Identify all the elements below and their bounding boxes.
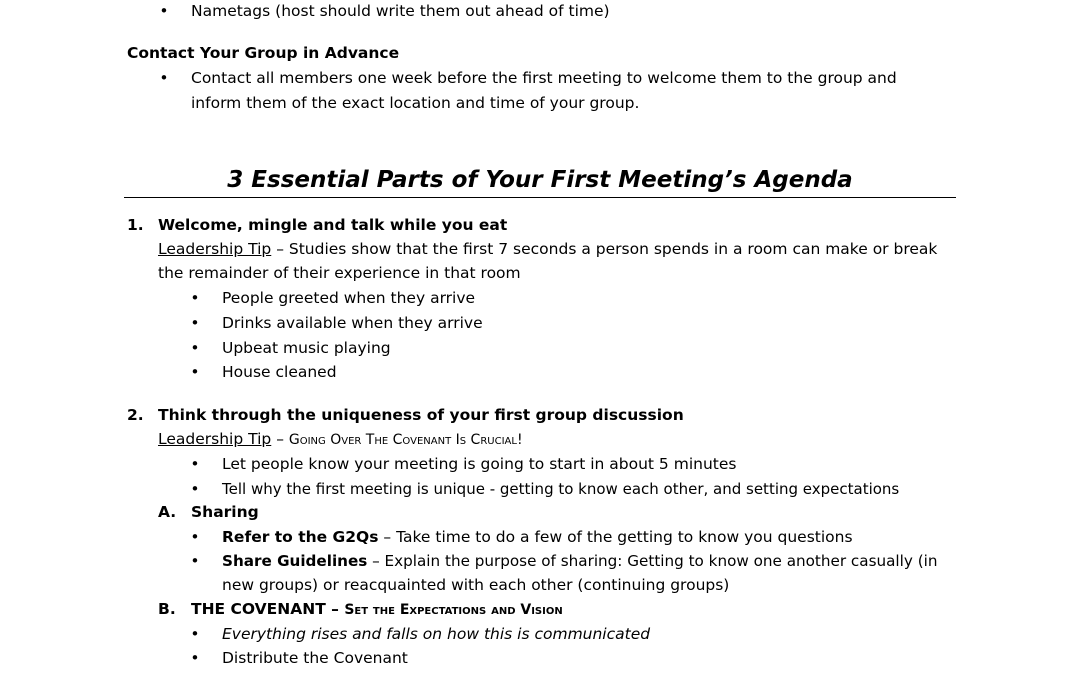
list-item: Everything rises and falls on how this is communicated: [222, 625, 651, 643]
list-item: House cleaned: [222, 363, 337, 381]
item1-tip: [158, 239, 937, 259]
sectionA-heading: Sharing: [191, 503, 259, 521]
share-guidelines-line2: new groups) or reacquainted with each other (continuing groups): [222, 576, 730, 594]
sectionB-letter: B.: [158, 600, 176, 618]
share-guidelines-label: Share Guidelines: [222, 552, 368, 570]
share-guidelines-text: – Explain the purpose of sharing: Getting to know one another casually (in: [367, 552, 938, 570]
contact-heading: Contact Your Group in Advance: [127, 44, 400, 62]
bullet-icon: •: [190, 480, 200, 498]
agenda-title: 3 Essential Parts of Your First Meeting’s Agenda: [227, 167, 853, 193]
item1-tip-line2: the remainder of their experience in that room: [158, 264, 521, 282]
leadership-tip-label: Leadership Tip: [158, 430, 272, 448]
bullet-icon: •: [190, 455, 200, 473]
g2qs-label: Refer to the G2Qs: [222, 528, 379, 546]
tip-dash: –: [271, 430, 289, 448]
bullet-icon: •: [159, 2, 169, 20]
list-item: Tell why the first meeting is unique - getting to know each other, and setting expectations: [222, 480, 900, 498]
list-item: [222, 551, 937, 571]
g2qs-text: – Take time to do a few of the getting to know you questions: [378, 528, 853, 546]
list-item: People greeted when they arrive: [222, 289, 476, 307]
bullet-icon: •: [190, 625, 200, 643]
item1-heading: Welcome, mingle and talk while you eat: [158, 216, 508, 234]
sectionB-heading: [191, 599, 563, 620]
contact-text-line2: inform them of the exact location and time of your group.: [191, 94, 640, 112]
item1-number: 1.: [127, 216, 144, 234]
nametags-text: Nametags (host should write them out ahead of time): [191, 2, 610, 20]
covenant-label: THE COVENANT: [191, 600, 326, 618]
bullet-icon: •: [190, 552, 200, 570]
item2-number: 2.: [127, 406, 144, 424]
item2-heading: Think through the uniqueness of your first group discussion: [158, 406, 684, 424]
covenant-dash: –: [325, 600, 345, 618]
contact-text-line1: Contact all members one week before the first meeting to welcome them to the group and: [191, 69, 897, 87]
bullet-icon: •: [190, 363, 200, 381]
bullet-icon: •: [190, 339, 200, 357]
list-item: [222, 527, 853, 547]
item2-tip: [158, 429, 523, 450]
bullet-icon: •: [159, 69, 169, 87]
bullet-icon: •: [190, 528, 200, 546]
list-item: Let people know your meeting is going to start in about 5 minutes: [222, 455, 737, 473]
title-divider: [124, 197, 956, 198]
tip-text: Going Over The Covenant Is Crucial!: [288, 432, 523, 448]
tip-text: – Studies show that the first 7 seconds a person spends in a room can make or break: [271, 240, 938, 258]
bullet-icon: •: [190, 289, 200, 307]
leadership-tip-label: Leadership Tip: [158, 240, 272, 258]
bullet-icon: •: [190, 649, 200, 667]
sectionA-letter: A.: [158, 503, 177, 521]
list-item: Distribute the Covenant: [222, 649, 408, 667]
covenant-subtitle: Set the Expectations and Vision: [344, 602, 563, 618]
bullet-icon: •: [190, 314, 200, 332]
list-item: Drinks available when they arrive: [222, 314, 483, 332]
list-item: Upbeat music playing: [222, 339, 391, 357]
